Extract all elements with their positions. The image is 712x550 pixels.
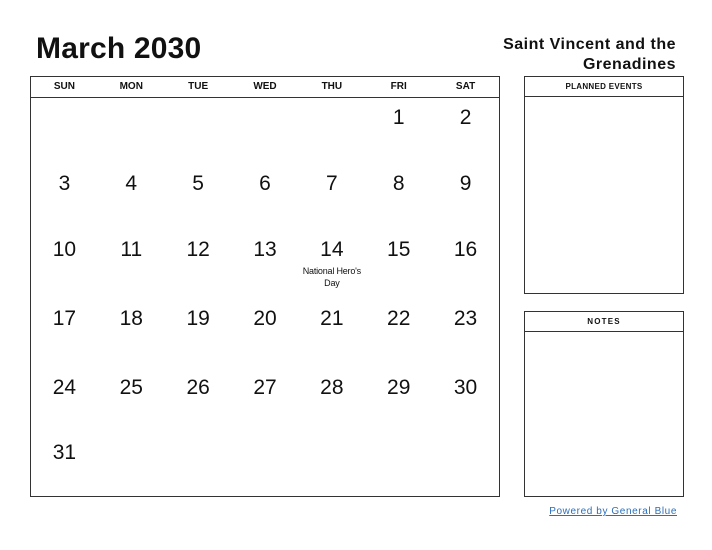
calendar-day-cell <box>165 237 232 289</box>
calendar-day-cell <box>98 375 165 401</box>
day-number: 11 <box>120 238 143 261</box>
day-number: 23 <box>453 307 478 330</box>
day-number: 3 <box>58 172 71 195</box>
calendar-day-cell <box>31 440 98 466</box>
calendar-day-cell <box>298 440 365 466</box>
calendar-day-cell <box>98 105 165 131</box>
day-number: 31 <box>52 441 77 464</box>
day-number: 8 <box>392 172 405 195</box>
calendar-day-cell <box>232 171 299 197</box>
weekday-wed: WED <box>253 81 277 92</box>
calendar-day-cell <box>232 237 299 289</box>
weekday-fri: FRI <box>390 81 407 92</box>
calendar-week <box>31 440 499 466</box>
calendar-day-cell <box>298 375 365 401</box>
day-number: 2 <box>459 106 472 129</box>
day-number: 18 <box>119 307 143 330</box>
calendar-day-cell <box>365 306 432 332</box>
day-number: 10 <box>52 238 77 261</box>
calendar-day-cell <box>31 237 98 289</box>
calendar-day-cell <box>165 440 232 466</box>
day-number: 6 <box>259 172 271 195</box>
day-number: 1 <box>392 106 405 129</box>
day-number: 5 <box>192 172 204 195</box>
calendar-day-cell <box>98 440 165 466</box>
day-number: 26 <box>186 376 210 399</box>
calendar-day-cell <box>165 306 232 332</box>
day-number: 16 <box>453 238 478 261</box>
calendar-day-cell <box>432 237 499 289</box>
day-number: 13 <box>253 238 277 261</box>
notes-heading: NOTES <box>525 312 683 332</box>
powered-by-link[interactable]: Powered by General Blue <box>549 506 677 517</box>
calendar-day-cell <box>298 306 365 332</box>
day-number: 25 <box>119 376 143 399</box>
calendar-day-cell <box>98 171 165 197</box>
calendar-day-cell <box>232 105 299 131</box>
calendar-day-cell <box>98 237 165 289</box>
day-number: 27 <box>253 376 277 399</box>
calendar-day-cell <box>432 171 499 197</box>
calendar-day-cell <box>98 306 165 332</box>
calendar-day-cell <box>365 375 432 401</box>
day-number: 22 <box>387 307 411 330</box>
calendar-grid <box>30 76 500 497</box>
calendar-day-cell <box>432 105 499 131</box>
day-number: 21 <box>320 307 344 330</box>
weekday-tue: TUE <box>188 81 209 92</box>
country-name: Saint Vincent and the Grenadines <box>503 36 676 73</box>
calendar-week <box>31 237 499 289</box>
page-title: March 2030 <box>36 32 202 65</box>
calendar-day-cell <box>298 237 365 289</box>
day-number: 4 <box>125 172 138 195</box>
calendar-week <box>31 375 499 401</box>
calendar-week <box>31 306 499 332</box>
day-number: 14 <box>320 238 344 261</box>
day-number: 15 <box>387 238 411 261</box>
calendar-day-cell <box>432 306 499 332</box>
calendar-day-cell <box>232 440 299 466</box>
calendar-day-cell <box>432 375 499 401</box>
calendar-day-cell <box>432 440 499 466</box>
weekday-thu: THU <box>321 81 343 92</box>
day-number: 19 <box>186 307 210 330</box>
holiday-label: National Hero's Day <box>302 266 361 288</box>
calendar-day-cell <box>365 237 432 289</box>
day-number: 30 <box>453 376 478 399</box>
calendar-week <box>31 171 499 197</box>
calendar-day-cell <box>165 375 232 401</box>
calendar-day-cell <box>365 105 432 131</box>
calendar-day-cell <box>232 306 299 332</box>
weekday-sat: SAT <box>455 81 476 92</box>
weekday-mon: MON <box>119 81 143 92</box>
calendar-day-cell <box>31 105 98 131</box>
planned-events-heading: PLANNED EVENTS <box>525 77 683 97</box>
calendar-day-cell <box>31 306 98 332</box>
notes-panel <box>524 311 684 497</box>
calendar-day-cell <box>165 105 232 131</box>
day-number: 12 <box>186 238 210 261</box>
calendar-day-cell <box>165 171 232 197</box>
calendar-day-cell <box>232 375 299 401</box>
calendar-week <box>31 105 499 131</box>
planned-events-panel <box>524 76 684 294</box>
day-number: 9 <box>459 172 472 195</box>
day-number: 24 <box>52 376 77 399</box>
day-number: 20 <box>253 307 277 330</box>
weekday-sun: SUN <box>53 81 75 92</box>
calendar-day-cell <box>31 171 98 197</box>
weekday-header-row <box>31 77 499 98</box>
day-number: 28 <box>320 376 344 399</box>
day-number: 17 <box>52 307 77 330</box>
calendar-day-cell <box>298 171 365 197</box>
calendar-day-cell <box>298 105 365 131</box>
day-number: 29 <box>387 376 411 399</box>
calendar-day-cell <box>31 375 98 401</box>
calendar-day-cell <box>365 171 432 197</box>
calendar-day-cell <box>365 440 432 466</box>
day-number: 7 <box>326 172 338 195</box>
